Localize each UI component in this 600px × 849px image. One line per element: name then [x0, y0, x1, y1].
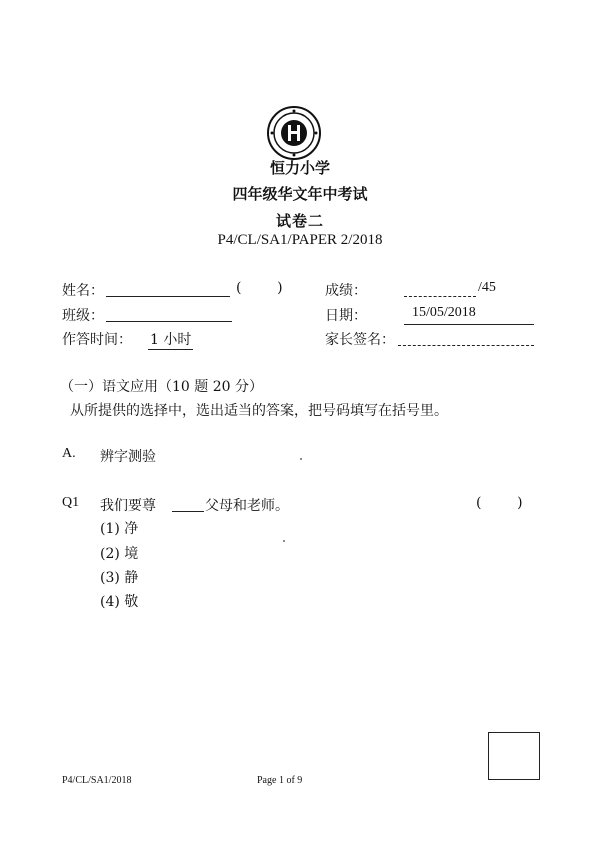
- option-4: [100, 591, 138, 611]
- date-label: 日期：: [325, 308, 367, 324]
- date-value: 15/05/2018: [412, 305, 476, 320]
- option-number: (4): [100, 594, 120, 610]
- option-char: 静: [124, 570, 139, 586]
- part-title: 辨字测验: [100, 449, 156, 465]
- footer-code: P4/CL/SA1/2018: [62, 775, 132, 786]
- time-label: 作答时间：: [62, 332, 132, 348]
- question-number: Q1: [62, 495, 80, 510]
- name-label: 姓名：: [62, 283, 104, 299]
- parent-signature-label: 家长签名：: [325, 332, 395, 348]
- question-text-end: 父母和老师。: [205, 498, 289, 514]
- score-total: /45: [478, 280, 496, 295]
- date-line: [404, 324, 534, 325]
- school-crest-icon: [266, 105, 322, 161]
- section-title: （一）语文应用（10 题 20 分）: [60, 379, 263, 395]
- option-number: (1): [100, 521, 120, 537]
- score-label: 成绩：: [325, 283, 367, 299]
- question-blank: [172, 511, 204, 512]
- footer-page: Page 1 of 9: [257, 775, 303, 786]
- option-number: (3): [100, 570, 120, 586]
- score-box: [488, 732, 540, 780]
- part-letter: A.: [62, 446, 76, 461]
- option-2: [100, 543, 138, 563]
- question-text-start: 我们要尊: [100, 498, 156, 514]
- section-instruction: 从所提供的选择中，选出适当的答案，把号码填写在括号里。: [70, 403, 448, 419]
- paper-title: 试卷二: [275, 212, 324, 230]
- option-3: [100, 567, 138, 587]
- name-line[interactable]: [106, 296, 230, 297]
- paper-code: P4/CL/SA1/PAPER 2/2018: [217, 232, 383, 248]
- answer-bracket[interactable]: ( ): [476, 495, 523, 511]
- option-1: [100, 518, 138, 538]
- class-label: 班级：: [62, 308, 104, 324]
- score-line[interactable]: [404, 296, 476, 297]
- class-line[interactable]: [106, 321, 232, 322]
- name-bracket: ( ): [236, 280, 283, 296]
- school-name: 恒力小学: [269, 159, 330, 177]
- parent-signature-line[interactable]: [398, 345, 534, 346]
- option-char: 境: [124, 546, 139, 562]
- speck: [283, 540, 285, 542]
- option-char: 净: [124, 521, 139, 537]
- option-number: (2): [100, 546, 120, 562]
- time-value: 1 小时: [148, 329, 193, 350]
- exam-title: 四年级华文年中考试: [232, 185, 368, 203]
- option-char: 敬: [124, 594, 139, 610]
- speck: [300, 458, 302, 460]
